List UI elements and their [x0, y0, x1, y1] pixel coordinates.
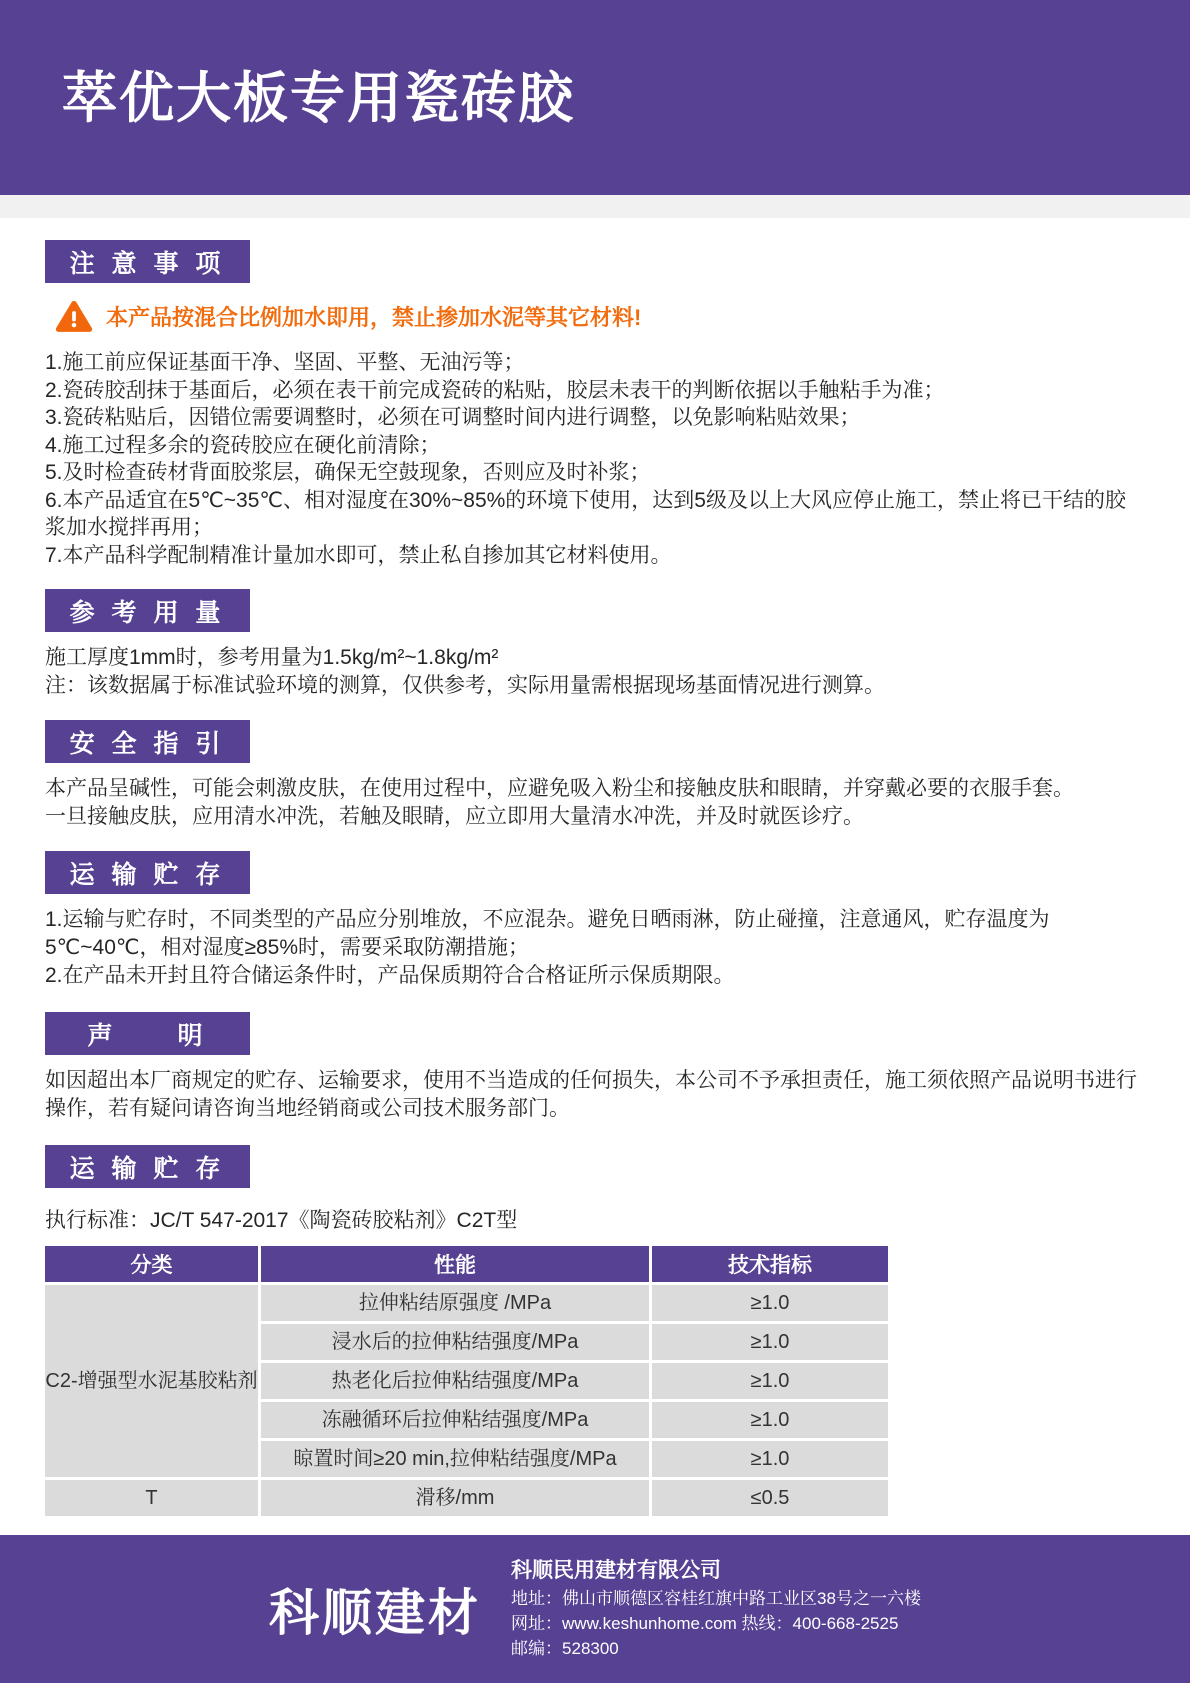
company-website-hotline: 网址：www.keshunhome.com 热线：400-668-2525 — [511, 1613, 899, 1633]
property-cell: 浸水后的拉伸粘结强度/MPa — [261, 1324, 649, 1360]
table-row — [45, 1285, 888, 1321]
section-title-dosage: 参 考 用 量 — [69, 598, 226, 627]
safety-text — [45, 775, 1145, 831]
section-badge-safety — [45, 720, 250, 763]
section-title-precautions: 注 意 事 项 — [69, 249, 226, 278]
statement-text — [45, 1067, 1145, 1123]
property-cell: 冻融循环后拉伸粘结强度/MPa — [261, 1402, 649, 1438]
safety-line: 一旦接触皮肤，应用清水冲洗，若触及眼睛，应立即用大量清水冲洗，并及时就医诊疗。 — [45, 805, 864, 828]
section-badge-standards — [45, 1145, 250, 1188]
section-title-safety: 安 全 指 引 — [69, 729, 226, 758]
property-cell: 晾置时间≥20 min,拉伸粘结强度/MPa — [261, 1441, 649, 1477]
dosage-note: 注：该数据属于标准试验环境的测算，仅供参考，实际用量需根据现场基面情况进行测算。 — [45, 674, 885, 697]
dosage-text — [45, 644, 1145, 700]
spec-table — [42, 1243, 891, 1519]
property-cell: 热老化后拉伸粘结强度/MPa — [261, 1363, 649, 1399]
warning-triangle-icon — [55, 299, 93, 333]
safety-line: 本产品呈碱性，可能会刺激皮肤，在使用过程中，应避免吸入粉尘和接触皮肤和眼睛，并穿戴必要的衣服手套。 — [45, 777, 1074, 800]
dosage-line: 施工厚度1mm时，参考用量为1.5kg/m²~1.8kg/m² — [45, 646, 499, 669]
company-address: 地址：佛山市顺德区容桂红旗中路工业区38号之一六楼 — [511, 1588, 921, 1608]
page-title: 萃优大板专用瓷砖胶 — [62, 67, 576, 129]
transport-item: 1.运输与贮存时，不同类型的产品应分别堆放，不应混杂。避免日晒雨淋，防止碰撞，注意通风，贮存温度为5℃~40℃，相对湿度≥85%时，需要采取防潮措施； — [45, 908, 1050, 959]
section-title-standards: 运 输 贮 存 — [69, 1154, 226, 1183]
property-cell: 拉伸粘结原强度 /MPa — [261, 1285, 649, 1321]
precaution-item: 5.及时检查砖材背面胶浆层，确保无空鼓现象，否则应及时补浆； — [45, 461, 651, 484]
page-header — [0, 0, 1190, 195]
transport-text — [45, 906, 1145, 990]
precaution-item: 2.瓷砖胶刮抹于基面后，必须在表干前完成瓷砖的粘贴，胶层未表干的判断依据以手触粘手为准； — [45, 378, 945, 402]
section-badge-precautions — [45, 240, 250, 283]
precaution-item: 1.施工前应保证基面干净、坚固、平整、无油污等； — [45, 351, 525, 374]
category-group-cell: C2-增强型水泥基胶粘剂 — [45, 1285, 258, 1477]
precaution-item: 6.本产品适宜在5℃~35℃、相对湿度在30%~85%的环境下使用，达到5级及以上大风应停止施工，禁止将已干结的胶浆加水搅拌再用； — [45, 488, 1126, 539]
spec-cell: ≥1.0 — [652, 1402, 888, 1438]
company-info — [511, 1558, 921, 1661]
section-badge-statement — [45, 1012, 250, 1055]
spec-cell: ≥1.0 — [652, 1285, 888, 1321]
spec-cell: ≤0.5 — [652, 1480, 888, 1516]
col-header-spec: 技术指标 — [652, 1246, 888, 1282]
content — [0, 218, 1190, 1535]
spec-cell: ≥1.0 — [652, 1441, 888, 1477]
table-row — [45, 1480, 888, 1516]
statement-paragraph: 如因超出本厂商规定的贮存、运输要求，使用不当造成的任何损失，本公司不予承担责任，施工须依照产品说明书进行操作，若有疑问请咨询当地经销商或公司技术服务部门。 — [45, 1069, 1137, 1120]
section-title-statement: 声 明 — [87, 1021, 208, 1050]
company-logo: 科顺建材 — [269, 1585, 482, 1641]
company-name: 科顺民用建材有限公司 — [511, 1558, 722, 1582]
precaution-item: 4.施工过程多余的瓷砖胶应在硬化前清除； — [45, 433, 441, 457]
warning-text: 本产品按混合比例加水即用，禁止掺加水泥等其它材料! — [106, 304, 642, 330]
precaution-item: 3.瓷砖粘贴后，因错位需要调整时，必须在可调整时间内进行调整，以免影响粘贴效果； — [45, 406, 861, 429]
section-badge-transport — [45, 851, 250, 894]
col-header-property: 性能 — [261, 1246, 649, 1282]
section-title-transport: 运 输 贮 存 — [69, 860, 226, 889]
category-cell: T — [45, 1480, 258, 1516]
execution-standard: 执行标准：JC/T 547-2017《陶瓷砖胶粘剂》C2T型 — [45, 1209, 518, 1232]
precaution-list — [45, 349, 1145, 569]
header-divider-strip — [0, 195, 1190, 218]
page-footer — [0, 1535, 1190, 1683]
property-cell: 滑移/mm — [261, 1480, 649, 1516]
precaution-item: 7.本产品科学配制精准计量加水即可，禁止私自掺加其它材料使用。 — [45, 543, 672, 567]
col-header-category: 分类 — [45, 1246, 258, 1282]
company-postcode: 邮编：528300 — [511, 1638, 619, 1658]
section-badge-dosage — [45, 589, 250, 632]
spec-cell: ≥1.0 — [652, 1324, 888, 1360]
transport-item: 2.在产品未开封且符合储运条件时，产品保质期符合合格证所示保质期限。 — [45, 964, 735, 987]
spec-cell: ≥1.0 — [652, 1363, 888, 1399]
spec-table-header-row — [45, 1246, 888, 1282]
warning-banner — [45, 299, 1145, 333]
